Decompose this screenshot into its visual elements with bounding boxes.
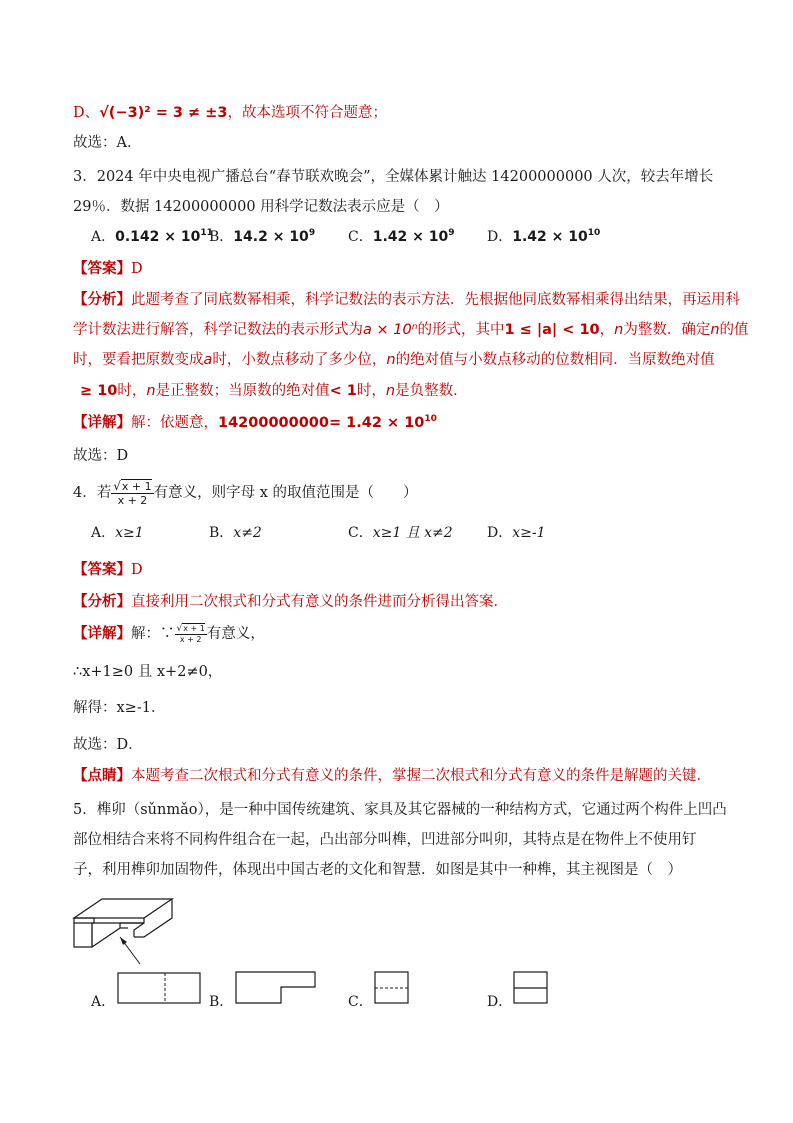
q4-option-c-text: x≥1 且 x≠2 [372, 525, 453, 541]
detail-exp: 10 [424, 414, 437, 424]
q3-option-a[interactable] [91, 227, 213, 247]
q3-option-d-value: 1.42 × 10 [512, 229, 588, 245]
d-option-line [73, 103, 387, 123]
q4-step-2: 解得：x≥-1． [73, 700, 166, 716]
analysis-text: 的形式，其中 [417, 322, 505, 338]
tenon-drawing [68, 893, 188, 973]
detail-math: 14200000000= 1.42 × 10 [218, 415, 425, 431]
analysis-text: 的绝对值与小数点移动的位数相同．当原数绝对值 [395, 352, 715, 368]
comment-text: 本题考查二次根式和分式有意义的条件，掌握二次根式和分式有意义的条件是解题的关键． [131, 768, 711, 784]
analysis-text: 时，要看把原数变成 [73, 352, 204, 368]
d-option-suffix: ，故本选项不符合题意； [227, 105, 387, 121]
q3-analysis-4 [80, 381, 468, 401]
q4-comment [73, 766, 711, 786]
analysis-math: n [710, 322, 720, 338]
q4-option-d[interactable] [487, 523, 546, 543]
q3-option-d-exp: 10 [587, 228, 601, 238]
analysis-text: 学计数法进行解答，科学记数法的表示形式为 [73, 322, 363, 338]
q3-text-2: 29％．数据 14200000000 用科学记数法表示应是（ ） [73, 199, 449, 215]
q4-option-d-label: D． [487, 525, 513, 541]
q4-detail-fraction: $\frac{√x + 1}{x + 2}$ [176, 623, 205, 644]
analysis-math: a [203, 352, 213, 368]
q3-analysis-2 [73, 320, 749, 340]
q3-option-c[interactable] [348, 227, 455, 247]
q4-answer [73, 560, 143, 580]
q4-prefix: 4．若 [73, 485, 112, 501]
analysis-text: 的值 [719, 322, 749, 338]
analysis-math: 1 ≤ |a| < 10 [504, 322, 600, 338]
detail-tag: 【详解】 [73, 625, 131, 642]
q3-option-b-value: 14.2 × 10 [233, 229, 309, 245]
q4-option-a[interactable] [91, 523, 144, 543]
analysis-math: n [146, 383, 156, 399]
detail-tag: 【详解】 [73, 414, 131, 431]
q2-choose: 故选：A． [73, 135, 142, 151]
q3-option-b-label: B． [209, 229, 234, 245]
detail-text: 解：依题意， [131, 415, 218, 431]
q3-analysis-1 [73, 290, 740, 310]
q5-option-a-label[interactable]: A． [91, 994, 116, 1010]
q4-numerator: x + 1 [121, 479, 152, 493]
analysis-math: < 1 [329, 383, 357, 399]
d-option-math: √(−3)² = 3 ≠ ±3 [99, 105, 228, 121]
analysis-text: 为整数．确定 [623, 322, 711, 338]
q3-option-a-label: A． [91, 229, 116, 245]
analysis-math: n [386, 352, 396, 368]
q5-text-2: 部位相结合来将不同构件组合在一起，凸出部分叫榫，凹进部分叫卯，其特点是在物件上不使用钉 [73, 832, 697, 848]
q4-choose: 故选：D． [73, 737, 143, 753]
analysis-math: a × 10ⁿ [363, 322, 418, 338]
q4-detail-numerator: x + 1 [183, 623, 205, 633]
analysis-tag: 【分析】 [73, 291, 131, 308]
answer-tag: 【答案】 [73, 260, 131, 277]
q5-option-b-label[interactable]: B． [209, 994, 234, 1010]
q4-option-a-text: x≥1 [115, 525, 144, 541]
analysis-math: n [614, 322, 624, 338]
q3-option-c-label: C． [348, 229, 373, 245]
q5-text-1: 5．榫卯（sǔnmǎo），是一种中国传统建筑、家具及其它器械的一种结构方式，它通过两个构件上凹凸 [73, 802, 727, 818]
q3-option-c-exp: 9 [448, 228, 455, 238]
analysis-math: n [385, 383, 396, 399]
detail-text: 有意义， [206, 626, 265, 642]
q3-analysis-3 [73, 350, 715, 370]
q4-analysis [73, 592, 508, 612]
analysis-text: 时， [356, 383, 386, 399]
analysis-text: 是负整数． [395, 383, 468, 399]
d-option-prefix: D、 [73, 105, 100, 121]
analysis-text: 时，小数点移动了多少位， [212, 352, 387, 368]
q3-option-d[interactable] [487, 227, 600, 247]
q5-option-a-view[interactable] [117, 972, 201, 1004]
q3-option-a-exp: 11 [200, 228, 213, 238]
q4-fraction: $\frac{√x + 1}{x + 2}$ [113, 478, 152, 507]
q5-option-d-label[interactable]: D． [487, 994, 513, 1010]
q5-option-c-view[interactable] [374, 971, 410, 1005]
analysis-math: ≥ 10 [80, 383, 118, 399]
analysis-text: ， [599, 322, 615, 338]
detail-text: 解：∵ [131, 626, 175, 642]
q4-text [73, 476, 418, 510]
q3-text-1: 3．2024 年中央电视广播总台“春节联欢晚会”，全媒体累计触达 14200000000 人次，较去年增长 [73, 169, 714, 185]
answer-value: D [131, 562, 143, 578]
q3-option-a-value: 0.142 × 10 [115, 229, 201, 245]
q4-option-b-text: x≠2 [233, 525, 262, 541]
analysis-text: 是正整数；当原数的绝对值 [155, 383, 330, 399]
analysis-tag: 【分析】 [73, 593, 131, 610]
q4-denominator: x + 2 [117, 493, 148, 507]
q3-option-c-value: 1.42 × 10 [372, 229, 449, 245]
q3-detail [73, 413, 437, 433]
comment-tag: 【点睛】 [73, 767, 131, 784]
q3-choose: 故选：D [73, 448, 129, 464]
answer-tag: 【答案】 [73, 561, 131, 578]
q3-option-b-exp: 9 [308, 228, 316, 238]
answer-value: D [131, 261, 143, 277]
q4-option-c-label: C． [348, 525, 373, 541]
q5-text-3: 子，利用榫卯加固物件，体现出中国古老的文化和智慧．如图是其中一种榫，其主视图是（ ） [73, 862, 682, 878]
q4-option-c[interactable] [348, 523, 453, 543]
q4-detail [73, 619, 265, 649]
q3-answer [73, 259, 143, 279]
q4-detail-denominator: x + 2 [179, 634, 202, 644]
q3-option-b[interactable] [209, 227, 315, 247]
q3-option-d-label: D． [487, 229, 513, 245]
analysis-text: 此题考查了同底数幂相乘，科学记数法的表示方法．先根据他同底数幂相乘得出结果，再运用科 [131, 292, 740, 308]
q4-option-a-label: A． [91, 525, 116, 541]
q5-option-c-label[interactable]: C． [348, 994, 373, 1010]
analysis-text: 时， [117, 383, 147, 399]
q4-option-d-text: x≥-1 [512, 525, 546, 541]
q4-option-b-label: B． [209, 525, 234, 541]
q5-option-d-view[interactable] [513, 971, 549, 1005]
q4-step-1: ∴x+1≥0 且 x+2≠0， [73, 664, 223, 680]
q4-option-b[interactable] [209, 523, 262, 543]
analysis-text: 直接利用二次根式和分式有意义的条件进而分析得出答案． [131, 594, 508, 610]
q5-option-b-view[interactable] [235, 971, 317, 1005]
q4-suffix: 有意义，则字母 x 的取值范围是（ ） [153, 485, 418, 501]
